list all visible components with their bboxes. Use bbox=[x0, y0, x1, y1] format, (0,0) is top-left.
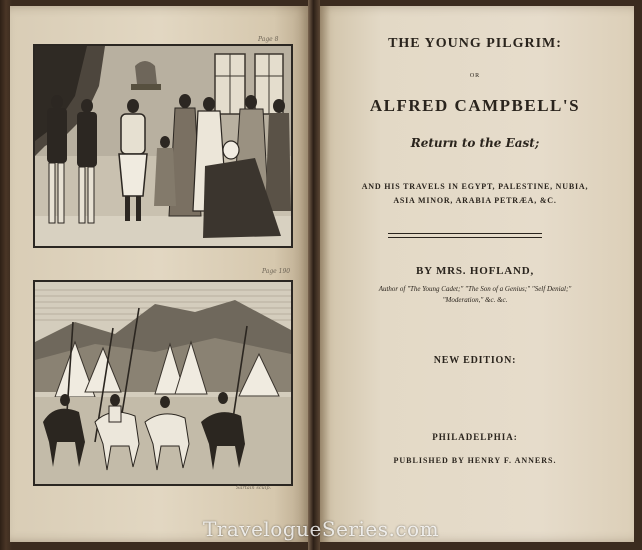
book-gutter bbox=[308, 0, 320, 550]
book-title: THE YOUNG PILGRIM: bbox=[388, 36, 562, 51]
engraving-interior-scene-image bbox=[35, 46, 291, 246]
author-works-line-2: "Moderation," &c. &c. bbox=[442, 296, 508, 304]
author-works-line-1: Author of "The Young Cadet;" "The Son of a Genius;" "Self Denial;" bbox=[378, 285, 572, 293]
travels-line-1: AND HIS TRAVELS IN EGYPT, PALESTINE, NUBIA, bbox=[361, 182, 589, 191]
plate-bottom-page-reference: Page 190 bbox=[262, 268, 291, 275]
book-subtitle: Return to the East; bbox=[410, 136, 540, 150]
travels-line-2: ASIA MINOR, ARABIA PETRÆA, &C. bbox=[393, 196, 557, 205]
author-name: BY MRS. HOFLAND, bbox=[415, 265, 535, 277]
publisher-line: PUBLISHED BY HENRY F. ANNERS. bbox=[393, 456, 557, 465]
engraving-interior-scene bbox=[33, 44, 293, 248]
engraving-desert-camp-image bbox=[35, 282, 291, 484]
engraving-desert-camp-scene bbox=[33, 280, 293, 486]
author-works bbox=[322, 284, 628, 306]
travels-description bbox=[322, 180, 628, 208]
plate-top-page-reference: Page 8 bbox=[258, 36, 279, 43]
book-alternate-title: ALFRED CAMPBELL'S bbox=[369, 96, 581, 115]
site-watermark: TravelogueSeries.com bbox=[202, 517, 440, 541]
engraver-credit: Sartain sculp. bbox=[236, 485, 272, 491]
decorative-rule bbox=[388, 233, 542, 238]
title-conjunction: OR bbox=[469, 73, 481, 79]
publication-city: PHILADELPHIA: bbox=[432, 432, 518, 442]
edition-label: NEW EDITION: bbox=[433, 355, 517, 366]
